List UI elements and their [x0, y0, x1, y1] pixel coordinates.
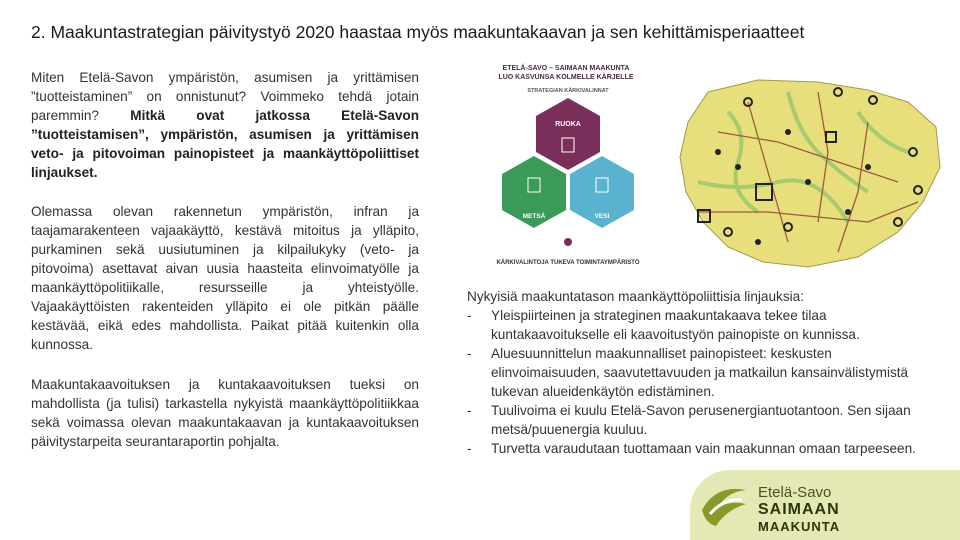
hex-ruoka-label: RUOKA — [555, 121, 581, 128]
strategy-heading1: ETELÄ-SAVO – SAIMAAN MAAKUNTA — [502, 65, 630, 72]
strategy-heading2: LUO KASVUNSA KOLMELLE KÄRJELLE — [498, 74, 634, 81]
map-dot-icon — [755, 239, 761, 245]
etela-savo-logo — [690, 470, 950, 540]
paragraph-questions — [31, 68, 419, 182]
policies-intro: Nykyisiä maakuntatason maankäyttöpoliittisia linjauksia: — [467, 289, 804, 304]
hex-vesi-label: VESI — [594, 213, 610, 220]
policies-list — [467, 306, 942, 458]
policy-item: - Turvetta varaudutaan tuottamaan vain maakunnan omaan tarpeeseen. — [467, 439, 942, 458]
center-dot-icon — [564, 238, 572, 246]
hex-ruoka — [536, 98, 600, 170]
logo-text-maakunta: MAAKUNTA — [758, 519, 841, 534]
logo-swirl-icon — [696, 480, 754, 532]
paragraph-infrastructure: Olemassa olevan rakennetun ympäristön, infran ja taajamarakenteen vajaakäyttö, kestävä mitoitus ja ylläpito, purkaminen sekä uusiutuminen ja kilpailukyky (veto- ja pitovoima) asettavat aivan uusia haasteita elinvoimatyölle ja maankäyttöpolitiikalle, resursseille ja yhteistyölle. Vajaakäyttöisten rakenteiden ylläpito ei ole pitkän päälle kestävää, eikä edes mahdollista. Paikat pitää kuitenkin olla kunnossa. — [31, 204, 419, 352]
map-dot-icon — [715, 149, 721, 155]
policy-item: - Yleispiirteinen ja strateginen maakuntakaava tekee tilaa kuntakaavoitukselle eli kaavoitustyön painopiste on kunnissa. — [467, 306, 942, 344]
hex-metsa-label: METSÄ — [522, 213, 546, 220]
map-region-shape — [680, 80, 940, 267]
map-dot-icon — [865, 164, 871, 170]
logo-text-etela-savo: Etelä-Savo — [758, 484, 832, 501]
strategy-graphic — [478, 60, 658, 270]
page-title: 2. Maakuntastrategian päivitystyö 2020 haastaa myös maakuntakaavan ja sen kehittämisperiaatteet — [31, 22, 805, 42]
region-map — [668, 72, 948, 272]
land-use-policies — [467, 287, 942, 458]
map-dot-icon — [785, 129, 791, 135]
paragraph-planning: Maakuntakaavoituksen ja kuntakaavoituksen tueksi on mahdollista (ja tulisi) tarkastella nykyistä maankäyttöpolitiikkaa sekä voimassa olevan maakuntakaavan ja kuntakaavoituksen päivitystarpeita seurantaraportin pohjalta. — [31, 377, 419, 449]
strategy-subheading: STRATEGIAN KÄRKIVALINNAT — [527, 88, 609, 94]
policy-item: - Tuulivoima ei kuulu Etelä-Savon perusenergiantuotantoon. Sen sijaan metsä/puuenergia kuuluu. — [467, 401, 942, 439]
policy-item: - Aluesuunnittelun maakunnalliset painopisteet: keskusten elinvoimaisuuden, saavutettavuuden ja matkailun kansainvälistymistä tukevan alueidenkäytön edistäminen. — [467, 344, 942, 401]
logo-text-saimaan: SAIMAAN — [758, 501, 840, 518]
map-dot-icon — [735, 164, 741, 170]
map-dot-icon — [805, 179, 811, 185]
strategy-footer: KÄRKIVALINTOJA TUKEVA TOIMINTAYMPÄRISTÖ — [496, 260, 640, 266]
paragraph-questions-text: Miten Etelä-Savon ympäristön, asumisen ja yrittämisen ”tuotteistaminen” on onnistunut? Voimmeko tehdä jotain paremmin? — [31, 70, 419, 123]
map-dot-icon — [845, 209, 851, 215]
paragraph-questions-bold: Mitkä ovat jatkossa Etelä-Savon ”tuotteistamisen”, ympäristön, asumisen ja yrittämisen veto- ja pitovoiman painopisteet ja maankäyttöpoliittiset linjaukset. — [31, 108, 419, 180]
